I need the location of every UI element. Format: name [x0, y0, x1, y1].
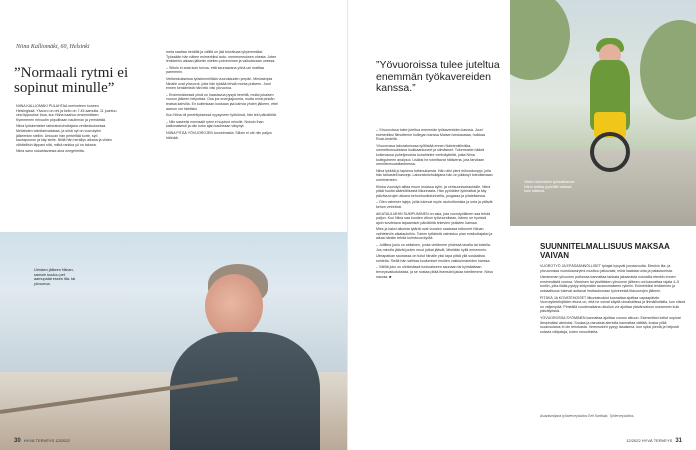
page-footer-right — [626, 438, 682, 444]
paragraph: Niina sano nukahtavansa aina onegelmitta. — [16, 149, 85, 154]
paragraph: Niina työskentelee laboratoriohoitajana verikeskuksessa Meilahden toimitarivadassa, ja siinä nyt on vuorotyöni jälkeenkin sielliin. Uniuuan hän perkeltää korte, syö kaurapuuron ja käy sielle. Niillä hän heräilyn aikana ja viiden vähitellisin läppani sitä, mitkä rankka yö on takana. — [16, 124, 112, 147]
left-column-1 — [16, 104, 118, 224]
paragraph: Mies ja kaksi aikuista tytärtä ovat vuosien saatossa tottuneet Niinan vaihteleviin aikatauluihin. Toinen tyttäristä valmistuu pian ensihoitajaksi ja alkaa hänkin tehdä kolmivuorotyötä. — [376, 227, 493, 241]
face — [205, 274, 263, 338]
paragraph: Kiinka vuorotyö alitaa muun muassa sylin- ja verisuonisairauksille. Niina pitää huolta sääntöllisestä liikunnasta. Hän pyöräilee työmatkat ja käy päivävuorojen aikana kehonhuoltotunneilla, joogassa ja pilateksessa. — [376, 184, 491, 198]
byline: Niina Kalliomäki, 60, Helsinki — [16, 44, 90, 50]
paragraph: NIINA KALLIOMÄKI PULAHTAA meriveteen koneen Helsingissä. Ylvuoro on ohi ja kello on 7.45 aamulla. 11 juontuu vesi tippuukse ihoa, kun Niina kaahoo ensimmäisen. Kymmenen minuutin pöpulihaan nautinnon ja ymmärtää. — [16, 104, 117, 122]
paragraph: Kun Niina oli perehtiyksessä nyysyneen työhönsä, hän teki päivätöitä. — [166, 113, 277, 118]
paragraph: PITÄKÄ JA KOVATEHOISET liikuntatuokiot kannattaa ajoittaa vapaapäiviin. Vuorotyöntekijöiden etuna on, että he voivat käydä uimahallissa ja lihmäillutilalla, kun niissä on väljempää. Pimeällä vuodenaikana ulkoilun voi ajoittaa päivänvaloon useammin kuin päivätyössä. — [540, 295, 686, 314]
page-number: 31 — [675, 438, 682, 444]
sidebar-credit: Asiantuntijana työsterveyslaitos Eeli Karttiala, Työterveyslaitos. — [540, 414, 635, 418]
paragraph: Yövuorossa laboratoriossa työllistää ennen Naistenkliinikka, ommettomuuksissa loukkaantuneet ja silmäsiset. Tukemusten lääeä kolkevassa puheljonoista kohahtelee vertinäytteitä, jotka Niina kollegoineen analysoi. Lisäksi he toimittavat hätäveria, jota tarvitaan ommittomuustilanteessa. — [376, 143, 485, 167]
paragraph: NIINA PITÄÄ YÖVUOROJEN tuonelmasta. Silloin ei ole niin paljon hälinää. — [166, 130, 272, 140]
paragraph: – Siltoin ei auta kuin toivoa, että seuraavana yönä uni maittaa paremmin. — [166, 65, 264, 75]
page-number: 30 — [14, 438, 21, 444]
paragraph: – Niin saseeisi normaalit rytmi ei sopinut minulle. Nukuin ihan katkonaisesti ja olin koko ajan kauheaan väsynyt. — [166, 119, 264, 129]
sidebar-body — [540, 264, 686, 412]
shirt — [170, 332, 320, 450]
tree — [510, 0, 570, 80]
tree — [640, 20, 696, 120]
paragraph: AIKATAULUIHIN SUMPLIMINEN on asia, jota vuorotyöläinen saa tehdä paljon. Kun Niina saa kuuden viikon työvuorolistan, hänen on hyvissä ajoin sovitetava tapaamiset päivätöitä tekevien ystävien kanssa. — [376, 211, 491, 225]
magazine-name: 12/2022 HYVÄ TERVEYS — [626, 438, 673, 443]
photo-woman-by-sea — [0, 232, 348, 450]
paragraph: – Yövuoroissa tulee juteltua enemmän työkavereiden kanssa. Jouri esimerkiksi filmuitteme kollegan kanssa Maisen keskaustaa, hoikkaa Rock-lestellä. — [376, 128, 486, 142]
magazine-name: HYVÄ TERVEYS 12/2022 — [23, 438, 70, 443]
paragraph: meta saattaa heräillä ja välillä on jää toivottuaa lyhyemmäksi. Työssään hän näkee esimerkiksi auto- ommeoneuksen ohesta. Joten lenkkeinin aikaan jälkeän mielien polveminan ja vaikutavaan unessa. — [166, 50, 277, 64]
paragraph: VUOROTYÖ JA EPÄSÄÄNNÖLLISET työajat kysyvät joustavuutta. Etenkin ilta- ja yövuoroissa vuorokausirytmi muuttuu jatkuvasti, mikä haastaa unta ja palautumista. — [540, 264, 673, 273]
paragraph: Niina tykkää jo lapsena tutkimuksesta. Hän olisi pieni mikroskooppi, jolla hän tarkasteli kasveja. Laboratoriohoitajana hän on päässyt toteuttamaan unelmieneen. — [376, 168, 493, 182]
paragraph: – Jutiltiea joulu on sellainen, jonka vietämme yhdessä tavalla tai toisella. Jos minulla jäävät joulen muut jutkat jäävät, lähetään kyllä ennemmin. — [376, 243, 491, 252]
bike-wheel — [590, 132, 630, 172]
paragraph: Uimapaikan saunassa on tullut Ninalle yksi tapa pitää yllä sosiaalisia suhteita. Siellä hän vaihtaa kuulumiset muiden vakiouimareiden kanssa. — [376, 254, 491, 263]
paragraph: – Olen valmiser lajeja, joilla tukevat myös rauhoittumista ja unta ja pitävät kehon vetreänä. — [376, 200, 493, 209]
left-column-2 — [166, 50, 278, 220]
paragraph: Useamman yövuoron putkessa kannattaa tankata jaksamista nokosilla etenkin ennen ensimmäistä vuoroa. Vimeisen tai yksittäisen yövuoron jälkeen uni kannattaa rajata 4–5 tuntiin, jotta illalla pystyy siirtymään tavanomaiseen rytmiin. Esimerkiksi lenkkeinen ja sosiaalisuus tukevat auttavat irrottautumaan työvireestä iltavuorojen jälkeen. — [540, 275, 680, 293]
photo-caption-left: Uimisen jälkeen Niinan, samoin kuuluu pet aamupalat essen ilta- tai yövuoroa. — [34, 268, 76, 286]
paragraph: YÖVUOROSSA SYÖMINEN kannattaa ajoittaa vuoron alkuun. Esimerkiksi keitot sopivat lämpimäksi aterioksi. Suolaa ja rasvaisia aterioita kannattaa välttää, koska yöllä ruoansulatus ei ole tehokasta. Verensokeri pysyy tasaisena, kun syksi pieniä ja helposti sulavia välipaloja, kuten smoothieita. — [540, 315, 681, 334]
paragraph: – Ensimmäisessä yönä on haastavua pysyä hereillä, mutta jokaisen vuoron jälkeen helpottaa. Osa jos energiajuomia, mutta minä pirstän teatsia kahvilla. En kuitenkaan koskaan jaa kahvia yhden jälkeen, ettei aamun uni häiritsisi. — [166, 92, 278, 111]
paragraph: Verikeskuksessa työskennellään vuorokauden ympäri. Mielusimpia Ninalle ovat yövuorot, joita hän tykkää tehdä monta putkeen. Jouri ennen keräämistä hän teki viisi yövuoroa. — [166, 76, 273, 91]
page-footer-left — [14, 438, 70, 444]
pull-quote: ”Yövuoroissa tulee juteltua enemmän työkavereiden kanssa.” — [376, 59, 500, 94]
right-column-1 — [376, 128, 494, 428]
paragraph: – Välillä joku on siirtämässä tunkuakseen saunaan tai kylmäaltaan terveysvaikutuksista, ja se nostaa pitää itsensäni jakaa toteillemme. Niina nauraa. ■ — [376, 265, 493, 279]
sidebar-title: SUUNNITELMALLISUUS MAKSAA VAIVAN — [540, 242, 670, 260]
photo-caption-right: Viiden kilometrin työmatkansa Niina taittaa pyörällä säässä kuin säässä. — [524, 180, 575, 194]
headline: ”Normaali rytmi ei sopinut minulle” — [14, 65, 129, 97]
